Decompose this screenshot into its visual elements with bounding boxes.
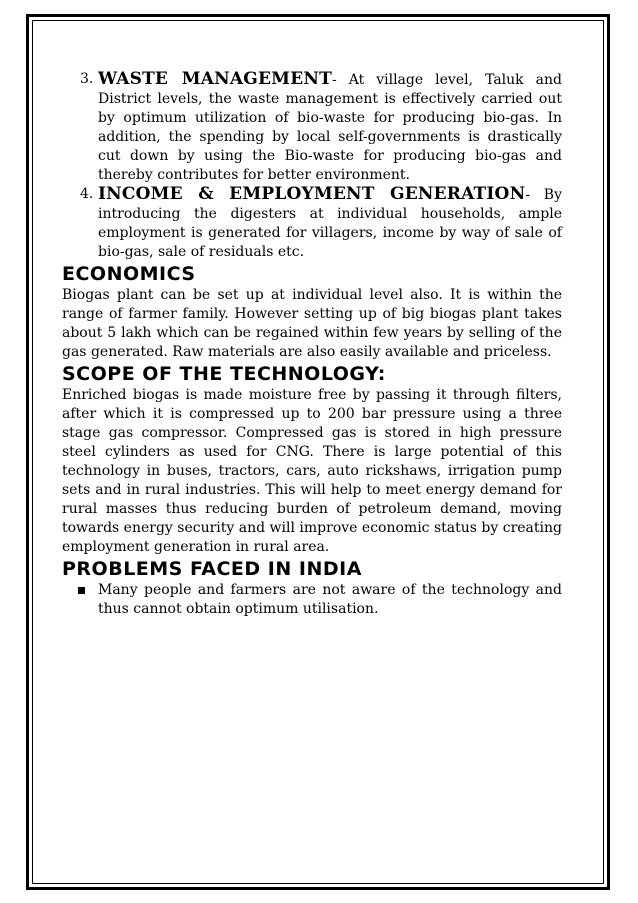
list-item-heading: INCOME & EMPLOYMENT GENERATION (98, 184, 526, 204)
problems-heading: PROBLEMS FACED IN INDIA (62, 558, 362, 580)
economics-paragraph: Biogas plant can be set up at individual level also. It is within the range of farmer family. However setting up of big biogas plant takes about 5 lakh which can be regained within few years by selling of the gas generated. Raw materials are also easily available and priceless. (62, 287, 562, 360)
scope-paragraph: Enriched biogas is made moisture free by passing it through filters, after which it is compressed up to 200 bar pressure using a three stage gas compressor. Compressed gas is stored in high pressure steel cylinders as used for CNG. There is large potential of this technology in buses, tractors, cars, auto rickshaws, irrigation pump sets and in rural industries. This will help to meet energy demand for rural masses thus reducing burden of petroleum demand, moving towards energy security and will improve economic status by creating employment generation in rural area. (62, 387, 562, 555)
list-item-number: 3. (80, 71, 94, 87)
problems-bullet-list (62, 581, 562, 619)
scope-heading: SCOPE OF THE TECHNOLOGY: (62, 363, 386, 385)
list-item (62, 185, 562, 262)
economics-heading: ECONOMICS (62, 263, 196, 285)
list-item-text: - By introducing the digesters at individual households, ample employment is generated for villagers, income by way of sale of bio-gas, sale of residuals etc. (98, 187, 562, 260)
bullet-item (62, 581, 562, 619)
square-bullet-icon (78, 587, 85, 594)
bullet-text: Many people and farmers are not aware of the technology and thus cannot obtain optimum utilisation. (98, 582, 562, 617)
list-item-text: - At village level, Taluk and District levels, the waste management is effectively carried out by optimum utilization of bio-waste for producing bio-gas. In addition, the spending by local self-governments is drastically cut down by using the Bio-waste for producing bio-gas and thereby contributes for better environment. (98, 72, 562, 183)
list-item (62, 70, 562, 185)
list-item-heading: WASTE MANAGEMENT (98, 69, 332, 89)
document-content (62, 70, 562, 619)
numbered-list (62, 70, 562, 262)
list-item-number: 4. (80, 186, 94, 202)
